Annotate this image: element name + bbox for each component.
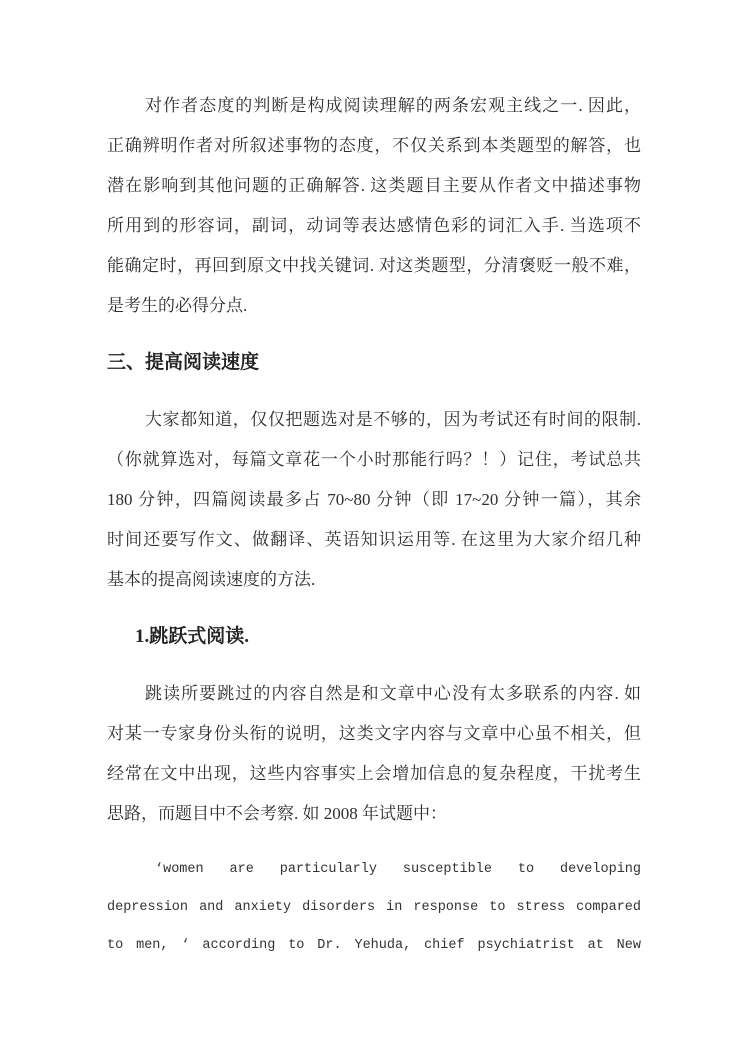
paragraph-author-attitude — [107, 86, 641, 326]
quote-line: ‘women are particularly susceptible to developing — [155, 862, 641, 877]
text-line: （你就算选对，每篇文章花一个小时那能行吗？！）记住，考试总共 — [107, 450, 641, 469]
quote-english-excerpt — [107, 851, 641, 965]
text-line: 潜在影响到其他问题的正确解答. 这类题目主要从作者文中描述事物 — [107, 176, 641, 195]
text-line: 正确辨明作者对所叙述事物的态度，不仅关系到本类题型的解答，也 — [107, 136, 641, 155]
text-line: 经常在文中出现，这些内容事实上会增加信息的复杂程度，干扰考生 — [107, 764, 641, 783]
text-line: 是考生的必得分点. — [107, 296, 248, 315]
page-content — [107, 86, 641, 982]
text-line: 所用到的形容词，副词，动词等表达感情色彩的词汇入手. 当选项不 — [107, 216, 641, 235]
quote-line: to men, ‘ according to Dr. Yehuda, chief psychiatrist at New — [107, 938, 641, 953]
text-line: 大家都知道，仅仅把题选对是不够的，因为考试还有时间的限制. — [145, 410, 641, 429]
text-line: 基本的提高阅读速度的方法. — [107, 570, 316, 589]
text-line: 跳读所要跳过的内容自然是和文章中心没有太多联系的内容. 如 — [145, 684, 641, 703]
quote-line: depression and anxiety disorders in response to stress compared — [107, 900, 641, 915]
text-line: 时间还要写作文、做翻译、英语知识运用等. 在这里为大家介绍几种 — [107, 530, 641, 549]
text-line: 思路，而题目中不会考察. 如 2008 年试题中： — [107, 804, 447, 823]
text-line: 180 分钟，四篇阅读最多占 70~80 分钟（即 17~20 分钟一篇），其余 — [107, 490, 641, 509]
paragraph-skip-reading — [107, 674, 641, 834]
text-line: 对作者态度的判断是构成阅读理解的两条宏观主线之一. 因此， — [145, 96, 641, 115]
heading-skip-reading: 1.跳跃式阅读. — [135, 626, 250, 647]
text-line: 对某一专家身份头衔的说明，这类文字内容与文章中心虽不相关，但 — [107, 724, 641, 743]
text-line: 能确定时，再回到原文中找关键词. 对这类题型，分清褒贬一般不难， — [107, 256, 641, 275]
paragraph-reading-speed — [107, 400, 641, 600]
heading-section-3-reading-speed: 三、提高阅读速度 — [107, 352, 260, 373]
